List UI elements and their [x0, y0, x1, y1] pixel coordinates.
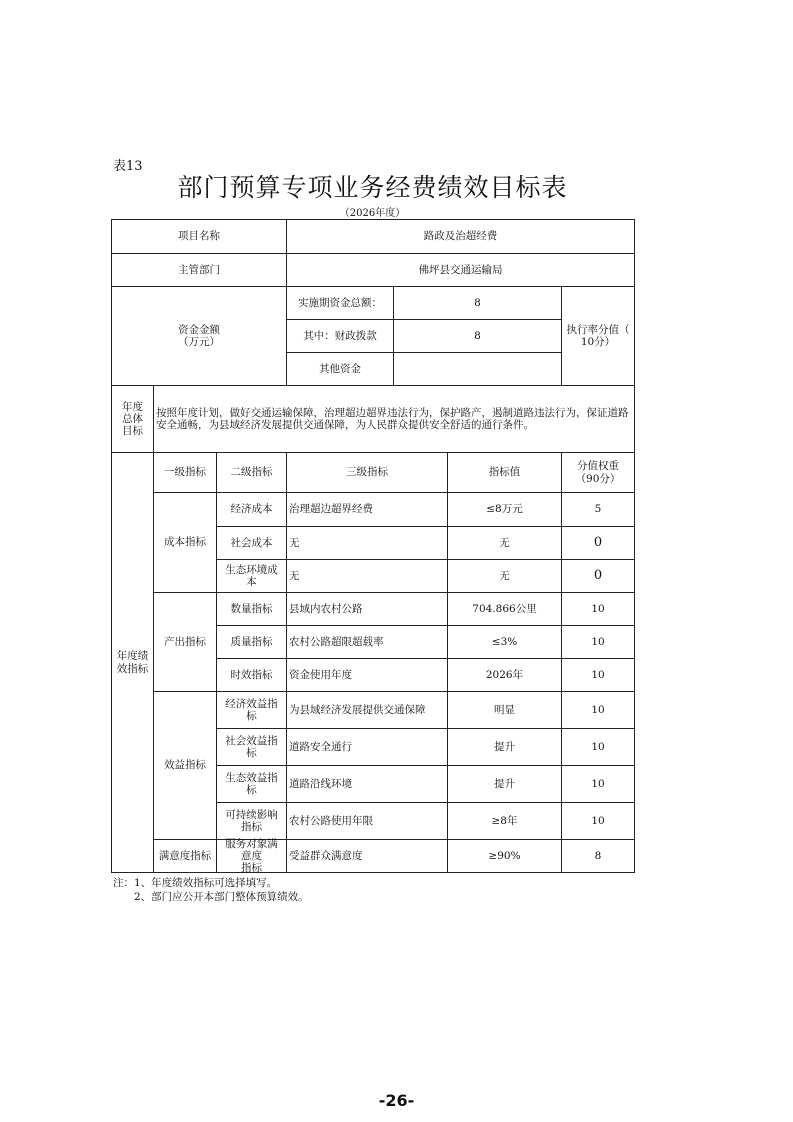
indicator-level2: 质量指标 [216, 625, 287, 659]
indicator-level3: 为县域经济发展提供交通保障 [286, 691, 448, 729]
indicator-level2: 时效指标 [216, 658, 287, 692]
indicator-weight: 10 [561, 802, 635, 840]
execution-rate-score: 执行率分值（ 10分） [561, 286, 635, 386]
indicator-weight: 10 [561, 691, 635, 729]
indicator-level3: 道路安全通行 [286, 728, 448, 766]
indicator-level2: 经济成本 [216, 492, 287, 527]
header-indicator-value: 指标值 [447, 452, 562, 493]
header-level2: 二级指标 [216, 452, 287, 493]
indicator-level2: 数量指标 [216, 592, 287, 626]
indicator-level3: 农村公路使用年限 [286, 802, 448, 840]
indicator-value: ≥8年 [447, 802, 562, 840]
indicator-level3: 治理超边超界经费 [286, 492, 448, 527]
group-cost: 成本指标 [153, 492, 217, 593]
indicator-level3: 农村公路超限超载率 [286, 625, 448, 659]
annual-goal-label: 年度 总体 目标 [111, 385, 154, 453]
other-funds-label: 其他资金 [286, 352, 394, 386]
indicator-level3: 无 [286, 559, 448, 593]
indicator-value: 2026年 [447, 658, 562, 692]
document-year: （2026年度） [339, 208, 406, 219]
table-notes [113, 876, 309, 904]
indicator-level3: 资金使用年度 [286, 658, 448, 692]
note-line: 2、部门应公开本部门整体预算绩效。 [113, 891, 309, 904]
indicator-weight: 0 [561, 559, 635, 593]
annual-indicators-label: 年度绩 效指标 [111, 452, 154, 873]
total-funds-value: 8 [393, 286, 562, 320]
indicator-level2: 社会成本 [216, 526, 287, 560]
group-satisfaction: 满意度指标 [153, 839, 217, 873]
indicator-value: 提升 [447, 765, 562, 803]
indicator-weight: 8 [561, 839, 635, 873]
indicator-level3: 道路沿线环境 [286, 765, 448, 803]
header-level3: 三级指标 [286, 452, 448, 493]
department-value: 佛坪县交通运输局 [286, 253, 635, 287]
group-benefit: 效益指标 [153, 691, 217, 840]
indicator-level2: 生态环境成 本 [216, 559, 287, 593]
document-title: 部门预算专项业务经费绩效目标表 [177, 173, 568, 202]
header-level1: 一级指标 [153, 452, 217, 493]
header-weight: 分值权重 （90分） [561, 452, 635, 493]
annual-goal-text: 按照年度计划，做好交通运输保障，治理超边超界违法行为，保护路产，遏制道路违法行为，保证道路安全通畅，为县域经济发展提供交通保障，为人民群众提供安全舒适的通行条件。 [153, 385, 635, 453]
project-name-value: 路政及治超经费 [286, 219, 635, 254]
indicator-weight: 5 [561, 492, 635, 527]
funds-amount-label: 资金金额 （万元） [111, 286, 287, 386]
indicator-level3: 受益群众满意度 [286, 839, 448, 873]
group-output: 产出指标 [153, 592, 217, 692]
indicator-level2: 生态效益指 标 [216, 765, 287, 803]
indicator-value: 提升 [447, 728, 562, 766]
indicator-weight: 10 [561, 625, 635, 659]
indicator-weight: 10 [561, 658, 635, 692]
indicator-value: 704.866公里 [447, 592, 562, 626]
indicator-value: ≤3% [447, 625, 562, 659]
indicator-weight: 0 [561, 526, 635, 560]
project-name-label: 项目名称 [111, 219, 287, 254]
indicator-level3: 县域内农村公路 [286, 592, 448, 626]
page-number: -26- [378, 1091, 415, 1110]
indicator-level2: 服务对象满 意度 指标 [216, 839, 287, 873]
indicator-weight: 10 [561, 592, 635, 626]
indicator-value: 明显 [447, 691, 562, 729]
total-funds-label: 实施期资金总额： [286, 286, 394, 320]
department-label: 主管部门 [111, 253, 287, 287]
indicator-weight: 10 [561, 765, 635, 803]
indicator-value: ≥90% [447, 839, 562, 873]
table-number: 表13 [113, 159, 143, 174]
indicator-value: 无 [447, 559, 562, 593]
fiscal-funds-label: 其中：财政拨款 [286, 319, 394, 353]
other-funds-value [393, 352, 562, 386]
indicator-level2: 经济效益指 标 [216, 691, 287, 729]
indicator-value: 无 [447, 526, 562, 560]
indicator-weight: 10 [561, 728, 635, 766]
indicator-level2: 社会效益指 标 [216, 728, 287, 766]
indicator-value: ≤8万元 [447, 492, 562, 527]
note-line: 注：1、年度绩效指标可选择填写。 [113, 877, 278, 889]
indicator-level2: 可持续影响 指标 [216, 802, 287, 840]
indicator-level3: 无 [286, 526, 448, 560]
fiscal-funds-value: 8 [393, 319, 562, 353]
